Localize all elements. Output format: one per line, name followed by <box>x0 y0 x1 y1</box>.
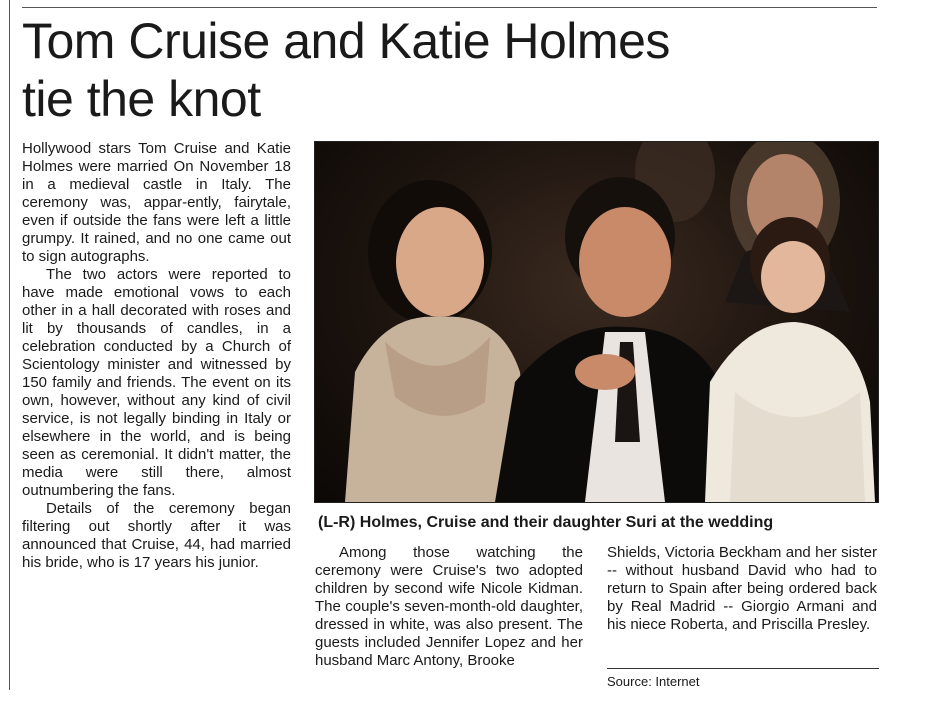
article-column-middle <box>315 544 583 670</box>
wedding-photo-illustration <box>315 142 878 502</box>
top-rule <box>22 7 877 8</box>
headline-line-1: Tom Cruise and Katie Holmes <box>22 13 670 69</box>
wedding-photo <box>314 141 879 503</box>
source-credit: Source: Internet <box>607 674 700 689</box>
left-column-rule <box>9 0 10 690</box>
photo-caption: (L-R) Holmes, Cruise and their daughter Suri at the wedding <box>318 514 774 531</box>
source-divider <box>607 668 879 669</box>
article-paragraph: Hollywood stars Tom Cruise and Katie Holmes were married On November 18 in a medieval castle in Italy. The ceremony was, appar-ently, fairytale, even if outside the fans were left a little grumpy. It rained, and no one came out to sign autographs. <box>22 140 291 265</box>
article-column-left <box>22 140 291 572</box>
headline <box>22 12 882 128</box>
headline-line-2: tie the knot <box>22 71 261 127</box>
article-paragraph: Among those watching the ceremony were Cruise's two adopted children by second wife Nicole Kidman. The couple's seven-month-old daughter, dressed in white, was also present. The guests included Jennifer Lopez and her husband Marc Antony, Brooke <box>315 544 583 669</box>
article-paragraph: Shields, Victoria Beckham and her sister -- without husband David who had to return to Spain after being ordered back by Real Madrid -- Giorgio Armani and his niece Roberta, and Priscilla Presley. <box>607 544 877 633</box>
article-column-right <box>607 544 877 634</box>
article-paragraph: Details of the ceremony began filtering out shortly after it was announced that Cruise, 44, had married his bride, who is 17 years his junior. <box>22 500 291 571</box>
article-paragraph: The two actors were reported to have made emotional vows to each other in a hall decorated with roses and lit by thousands of candles, in a celebration conducted by a Church of Scientology minister and witnessed by 150 family and friends. The event on its own, however, without any kind of civil service, is not legally binding in Italy or elsewhere in the world, and is being seen as ceremonial. It didn't matter, the media were still there, almost outnumbering the fans. <box>22 266 291 499</box>
